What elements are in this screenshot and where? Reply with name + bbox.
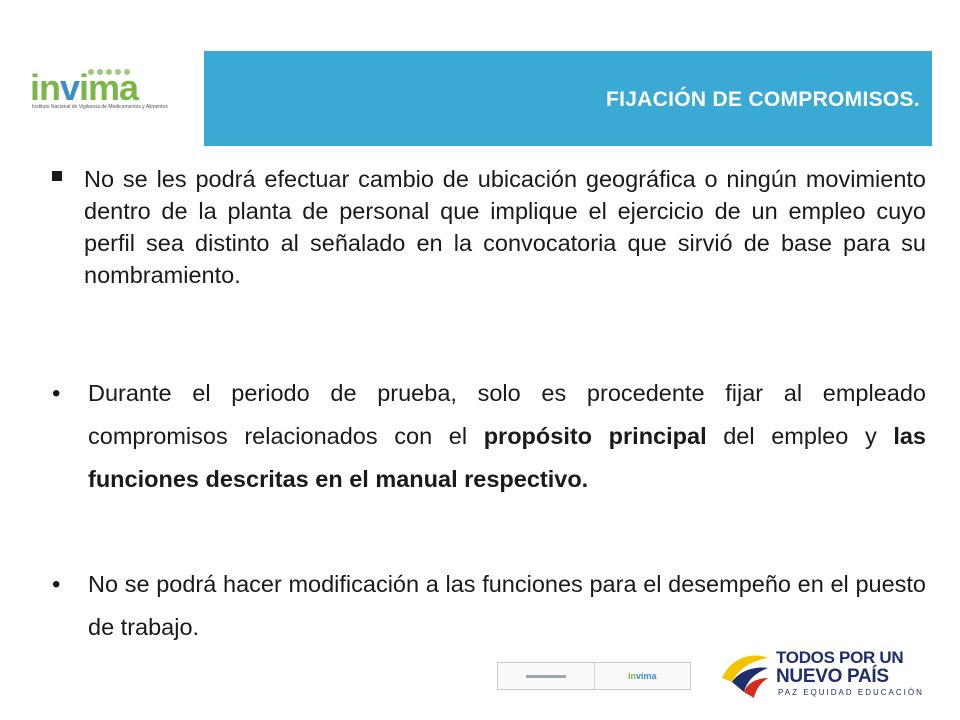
square-bullet-icon bbox=[52, 171, 62, 181]
gov-slogan-line3: PAZ EQUIDAD EDUCACIÓN bbox=[778, 688, 924, 697]
mini-logo-text-b: vima bbox=[635, 671, 657, 681]
gov-slogan-line2: NUEVO PAÍS bbox=[776, 666, 889, 687]
colombia-flag-swoosh-icon bbox=[718, 648, 770, 700]
title-banner bbox=[204, 51, 932, 146]
logo-text-in: in bbox=[30, 67, 60, 108]
round-bullet-icon: • bbox=[52, 380, 61, 407]
logo-text-v: v bbox=[60, 67, 80, 108]
logo-wordmark bbox=[30, 68, 138, 108]
invima-logo bbox=[26, 62, 176, 122]
mini-invima-cell bbox=[595, 663, 691, 689]
slide-title: FIJACIÓN DE COMPROMISOS. bbox=[605, 88, 920, 111]
paragraph-3: No se podrá hacer modificación a las funciones para el desempeño en el puesto de trabajo. bbox=[88, 571, 926, 640]
paragraph-2-bold-a: propósito principal bbox=[483, 423, 707, 449]
government-logo bbox=[718, 646, 924, 704]
mini-logo-text-a: in bbox=[627, 671, 636, 681]
footer-logo-strip bbox=[497, 662, 691, 690]
logo-text-ima: ima bbox=[79, 67, 139, 108]
paragraph-2 bbox=[88, 372, 926, 501]
paragraph-2-text-a: Durante el periodo de prueba, solo es procedente fijar al empleado compromisos relacionados con el bbox=[88, 380, 926, 449]
paragraph-1: No se les podrá efectuar cambio de ubicación geográfica o ningún movimiento dentro de la planta de personal que implique el ejercicio de un empleo cuyo perfil sea distinto al señalado en la convocatoria que sirvió de base para su nombramiento. bbox=[84, 166, 926, 288]
mini-invima-logo bbox=[628, 671, 657, 681]
paragraph-2-bold-b: las funciones descritas en el manual respectivo. bbox=[88, 423, 926, 492]
ministry-logo-cell bbox=[498, 663, 595, 689]
logo-tagline: Instituto Nacional de Vigilancia de Medicamentos y Alimentos bbox=[32, 104, 168, 110]
gov-slogan-line1: TODOS POR UN bbox=[776, 648, 904, 667]
paragraph-2-text-b: del empleo y bbox=[706, 423, 894, 449]
ministry-logo-icon bbox=[526, 675, 566, 678]
round-bullet-icon: • bbox=[52, 571, 61, 598]
